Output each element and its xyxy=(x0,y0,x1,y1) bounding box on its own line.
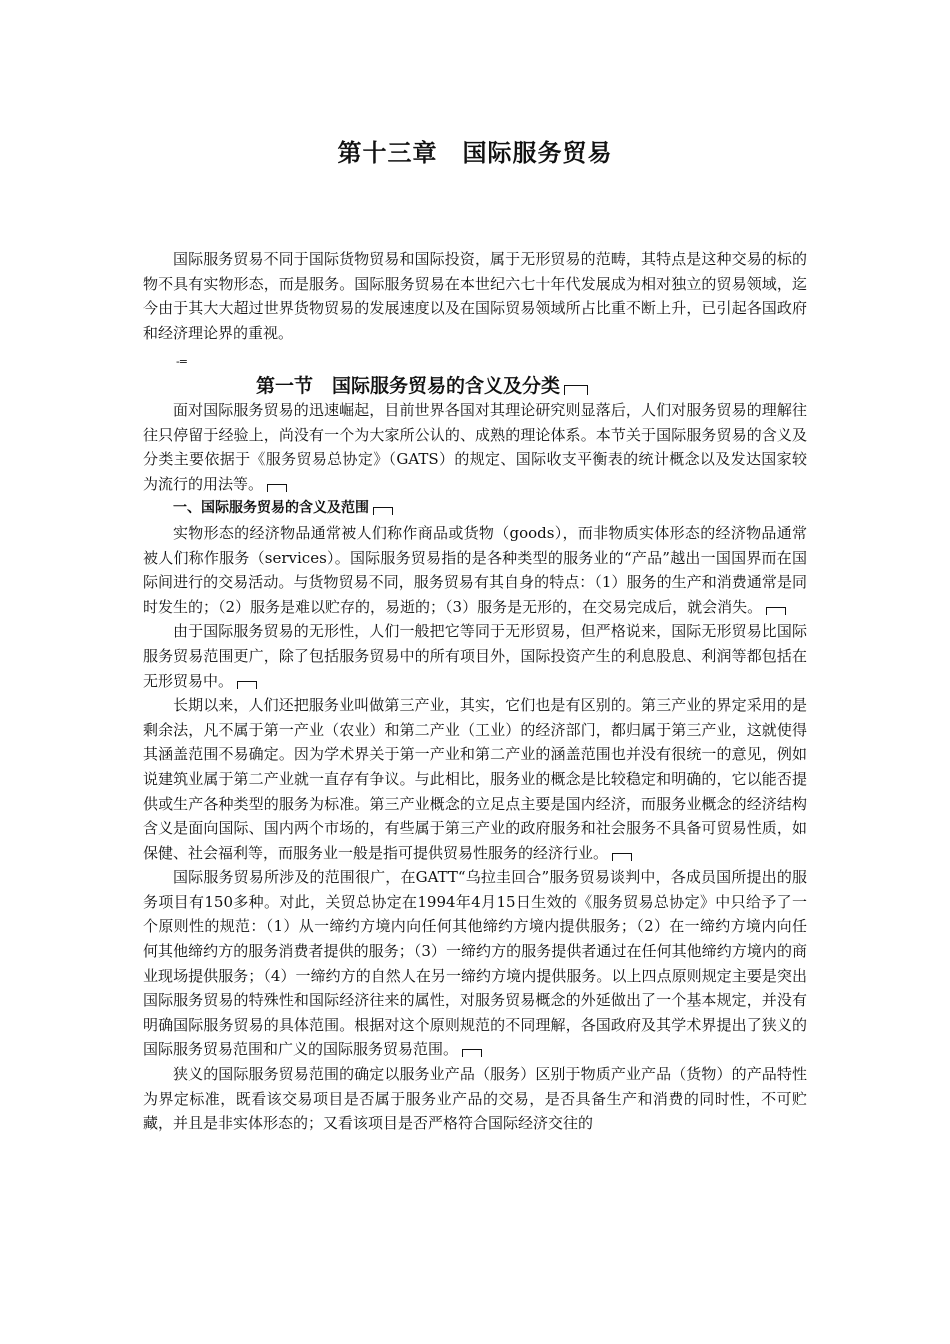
paragraph-6-text: 狭义的国际服务贸易范围的确定以服务业产品（服务）区别于物质产业产品（货物）的产品特性为界定标准，既看该交易项目是否属于服务业产品的交易，是否具备生产和消费的同时性，不可贮藏，并且是非实体形态的；又看该项目是否严格符合国际经济交往的 xyxy=(143,1065,807,1133)
paragraph-3 xyxy=(143,619,807,693)
paragraph-mark-icon xyxy=(766,607,786,615)
paragraph-4-text: 长期以来，人们还把服务业叫做第三产业，其实，它们也是有区别的。第三产业的界定采用的是剩余法，凡不属于第一产业（农业）和第二产业（工业）的经济部门，都归属于第三产业，这就使得其涵盖范围不易确定。因为学术界关于第一产业和第二产业的涵盖范围也并没有很统一的意见，例如说建筑业属于第二产业就一直存有争议。与此相比，服务业的概念是比较稳定和明确的，它以能否提供或生产各种类型的服务为标准。第三产业概念的立足点主要是国内经济，而服务业概念的经济结构含义是面向国际、国内两个市场的，有些属于第三产业的政府服务和社会服务不具备可贸易性质，如保健、社会福利等，而服务业一般是指可提供贸易性服务的经济行业。 xyxy=(143,696,807,862)
section-body xyxy=(143,398,807,1136)
section-title xyxy=(256,371,588,398)
paragraph-2-text: 实物形态的经济物品通常被人们称作商品或货物（goods），而非物质实体形态的经济物品通常被人们称作服务（services）。国际服务贸易指的是各种类型的服务业的“产品”越出一国国界而在国际间进行的交易活动。与货物贸易不同，服务贸易有其自身的特点：（1）服务的生产和消费通常是同时发生的；（2）服务是难以贮存的，易逝的；（3）服务是无形的，在交易完成后，就会消失。 xyxy=(143,523,807,616)
paragraph-5 xyxy=(143,865,807,1062)
intro-block xyxy=(143,247,807,345)
paragraph-mark-icon xyxy=(564,385,588,395)
intro-paragraph: 国际服务贸易不同于国际货物贸易和国际投资，属于无形贸易的范畴，其特点是这种交易的标的物不具有实物形态，而是服务。国际服务贸易在本世纪六七十年代发展成为相对独立的贸易领域，迄今由于其大大超过世界货物贸易的发展速度以及在国际贸易领域所占比重不断上升，已引起各国政府和经济理论界的重视。 xyxy=(143,250,807,342)
subheading xyxy=(143,496,807,521)
paragraph-4 xyxy=(143,693,807,865)
subheading-text: 一、国际服务贸易的含义及范围 xyxy=(173,500,369,517)
paragraph-1 xyxy=(143,398,807,496)
paragraph-3-text: 由于国际服务贸易的无形性，人们一般把它等同于无形贸易，但严格说来，国际无形贸易比国际服务贸易范围更广，除了包括服务贸易中的所有项目外，国际投资产生的利息股息、利润等都包括在无形贸易中。 xyxy=(143,622,807,690)
section-title-text: 第一节 国际服务贸易的含义及分类 xyxy=(256,375,561,397)
paragraph-5-text: 国际服务贸易所涉及的范围很广，在GATT“乌拉圭回合”服务贸易谈判中，各成员国所提出的服务项目有150多种。对此，关贸总协定在1994年4月15日生效的《服务贸易总协定》中只给予了一个原则性的规范：（1）从一缔约方境内向任何其他缔约方境内提供服务；（2）在一缔约方境内向任何其他缔约方的服务消费者提供的服务；（3）一缔约方的服务提供者通过在任何其他缔约方境内的商业现场提供服务；（4）一缔约方的自然人在另一缔约方境内提供服务。以上四点原则规定主要是突出国际服务贸易的特殊性和国际经济往来的属性，对服务贸易概念的外延做出了一个基本规定，并没有明确国际服务贸易的具体范围。根据对这个原则规范的不同理解，各国政府及其学术界提出了狭义的国际服务贸易范围和广义的国际服务贸易范围。 xyxy=(143,868,807,1059)
chapter-title: 第十三章 国际服务贸易 xyxy=(337,139,613,167)
paragraph-mark-icon xyxy=(237,681,257,689)
paragraph-mark-icon xyxy=(612,853,632,861)
paragraph-mark-icon xyxy=(462,1049,482,1057)
paragraph-mark-icon xyxy=(267,484,287,492)
paragraph-6 xyxy=(143,1062,807,1136)
paragraph-2 xyxy=(143,521,807,619)
small-mark: -= xyxy=(176,355,187,368)
paragraph-mark-icon xyxy=(373,507,393,515)
paragraph-1-text: 面对国际服务贸易的迅速崛起，目前世界各国对其理论研究则显落后，人们对服务贸易的理解往往只停留于经验上，尚没有一个为大家所公认的、成熟的理论体系。本节关于国际服务贸易的含义及分类主要依据于《服务贸易总协定》（GATS）的规定、国际收支平衡表的统计概念以及发达国家较为流行的用法等。 xyxy=(143,401,807,493)
